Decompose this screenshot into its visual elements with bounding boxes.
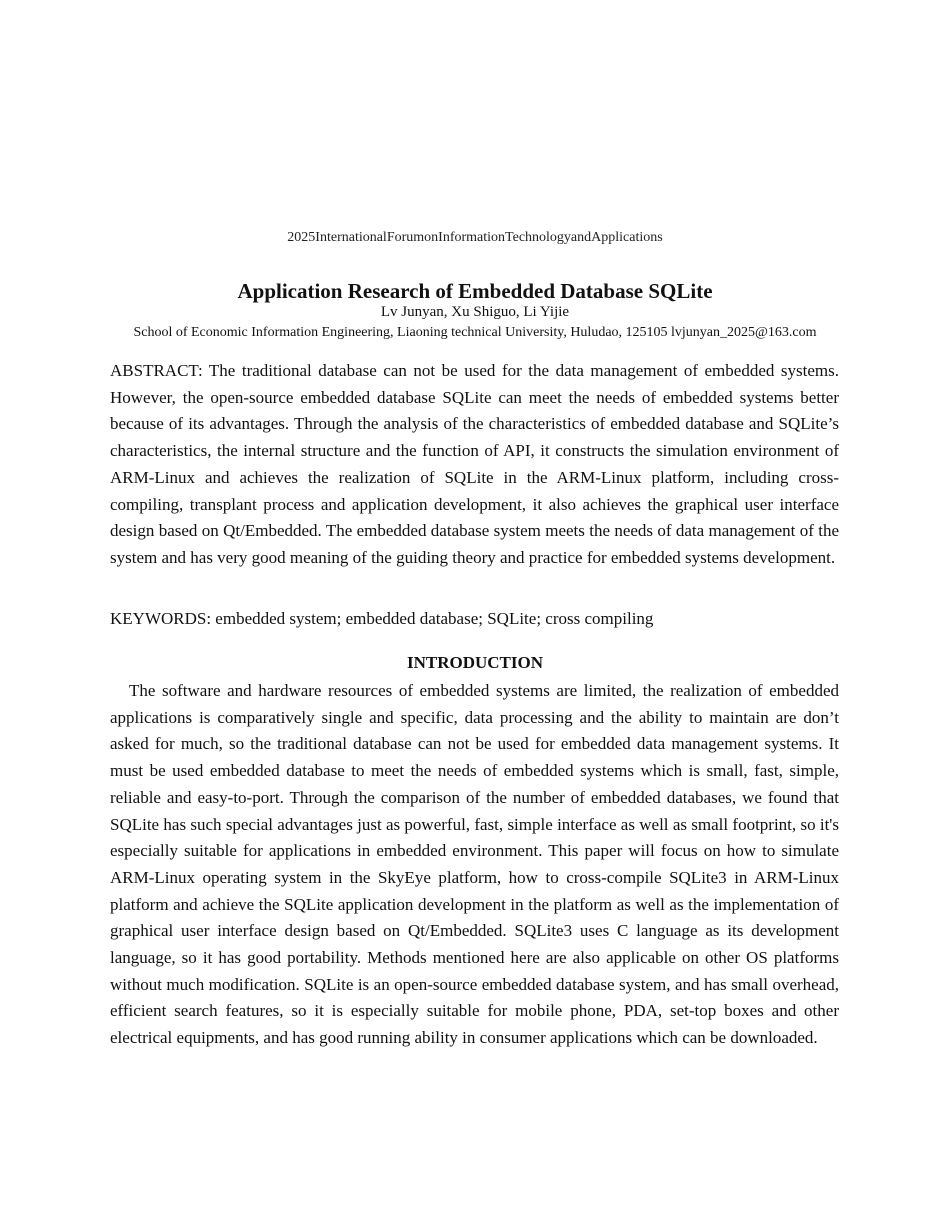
section-heading-introduction: INTRODUCTION: [406, 653, 544, 672]
author-list: Lv Junyan, Xu Shiguo, Li Yijie: [380, 304, 570, 320]
affiliation: School of Economic Information Engineering, Liaoning technical University, Huludao, 125105 lvjunyan_2025@163.com: [133, 325, 817, 340]
keywords: KEYWORDS: embedded system; embedded database; SQLite; cross compiling: [110, 609, 654, 628]
introduction-paragraph: The software and hardware resources of embedded systems are limited, the realization of embedded applications is comparatively single and specific, data processing and the ability to maintain are don’t asked for much, so the traditional database can not be used for embedded data management systems. It must be used embedded database to meet the needs of embedded systems which is small, fast, simple, reliable and easy-to-port. Through the comparison of the number of embedded databases, we found that SQLite has such special advantages just as powerful, fast, simple interface as well as small footprint, so it's especially suitable for applications in embedded environment. This paper will focus on how to simulate ARM-Linux operating system in the SkyEye platform, how to cross-compile SQLite3 in ARM-Linux platform and achieve the SQLite application development in the platform as well as the implementation of graphical user interface design based on Qt/Embedded. SQLite3 uses C language as its development language, so it has good portability. Methods mentioned here are also applicable on other OS platforms without much modification. SQLite is an open-source embedded database system, and has small overhead, efficient search features, so it is especially suitable for mobile phone, PDA, set-top boxes and other electrical equipments, and has good running ability in consumer applications which can be downloaded.: [110, 681, 839, 1048]
abstract: ABSTRACT: The traditional database can not be used for the data management of embedded systems. However, the open-source embedded database SQLite can meet the needs of embedded systems better because of its advantages. Through the analysis of the characteristics of embedded database and SQLite’s characteristics, the internal structure and the function of API, it constructs the simulation environment of ARM-Linux and achieves the realization of SQLite in the ARM-Linux platform, including cross-compiling, transplant process and application development, it also achieves the graphical user interface design based on Qt/Embedded. The embedded database system meets the needs of data management of the system and has very good meaning of the guiding theory and practice for embedded systems development.: [110, 361, 839, 567]
paper-title: Application Research of Embedded Database SQLite: [237, 279, 713, 303]
conference-header: 2025InternationalForumonInformationTechnologyandApplications: [287, 230, 663, 245]
